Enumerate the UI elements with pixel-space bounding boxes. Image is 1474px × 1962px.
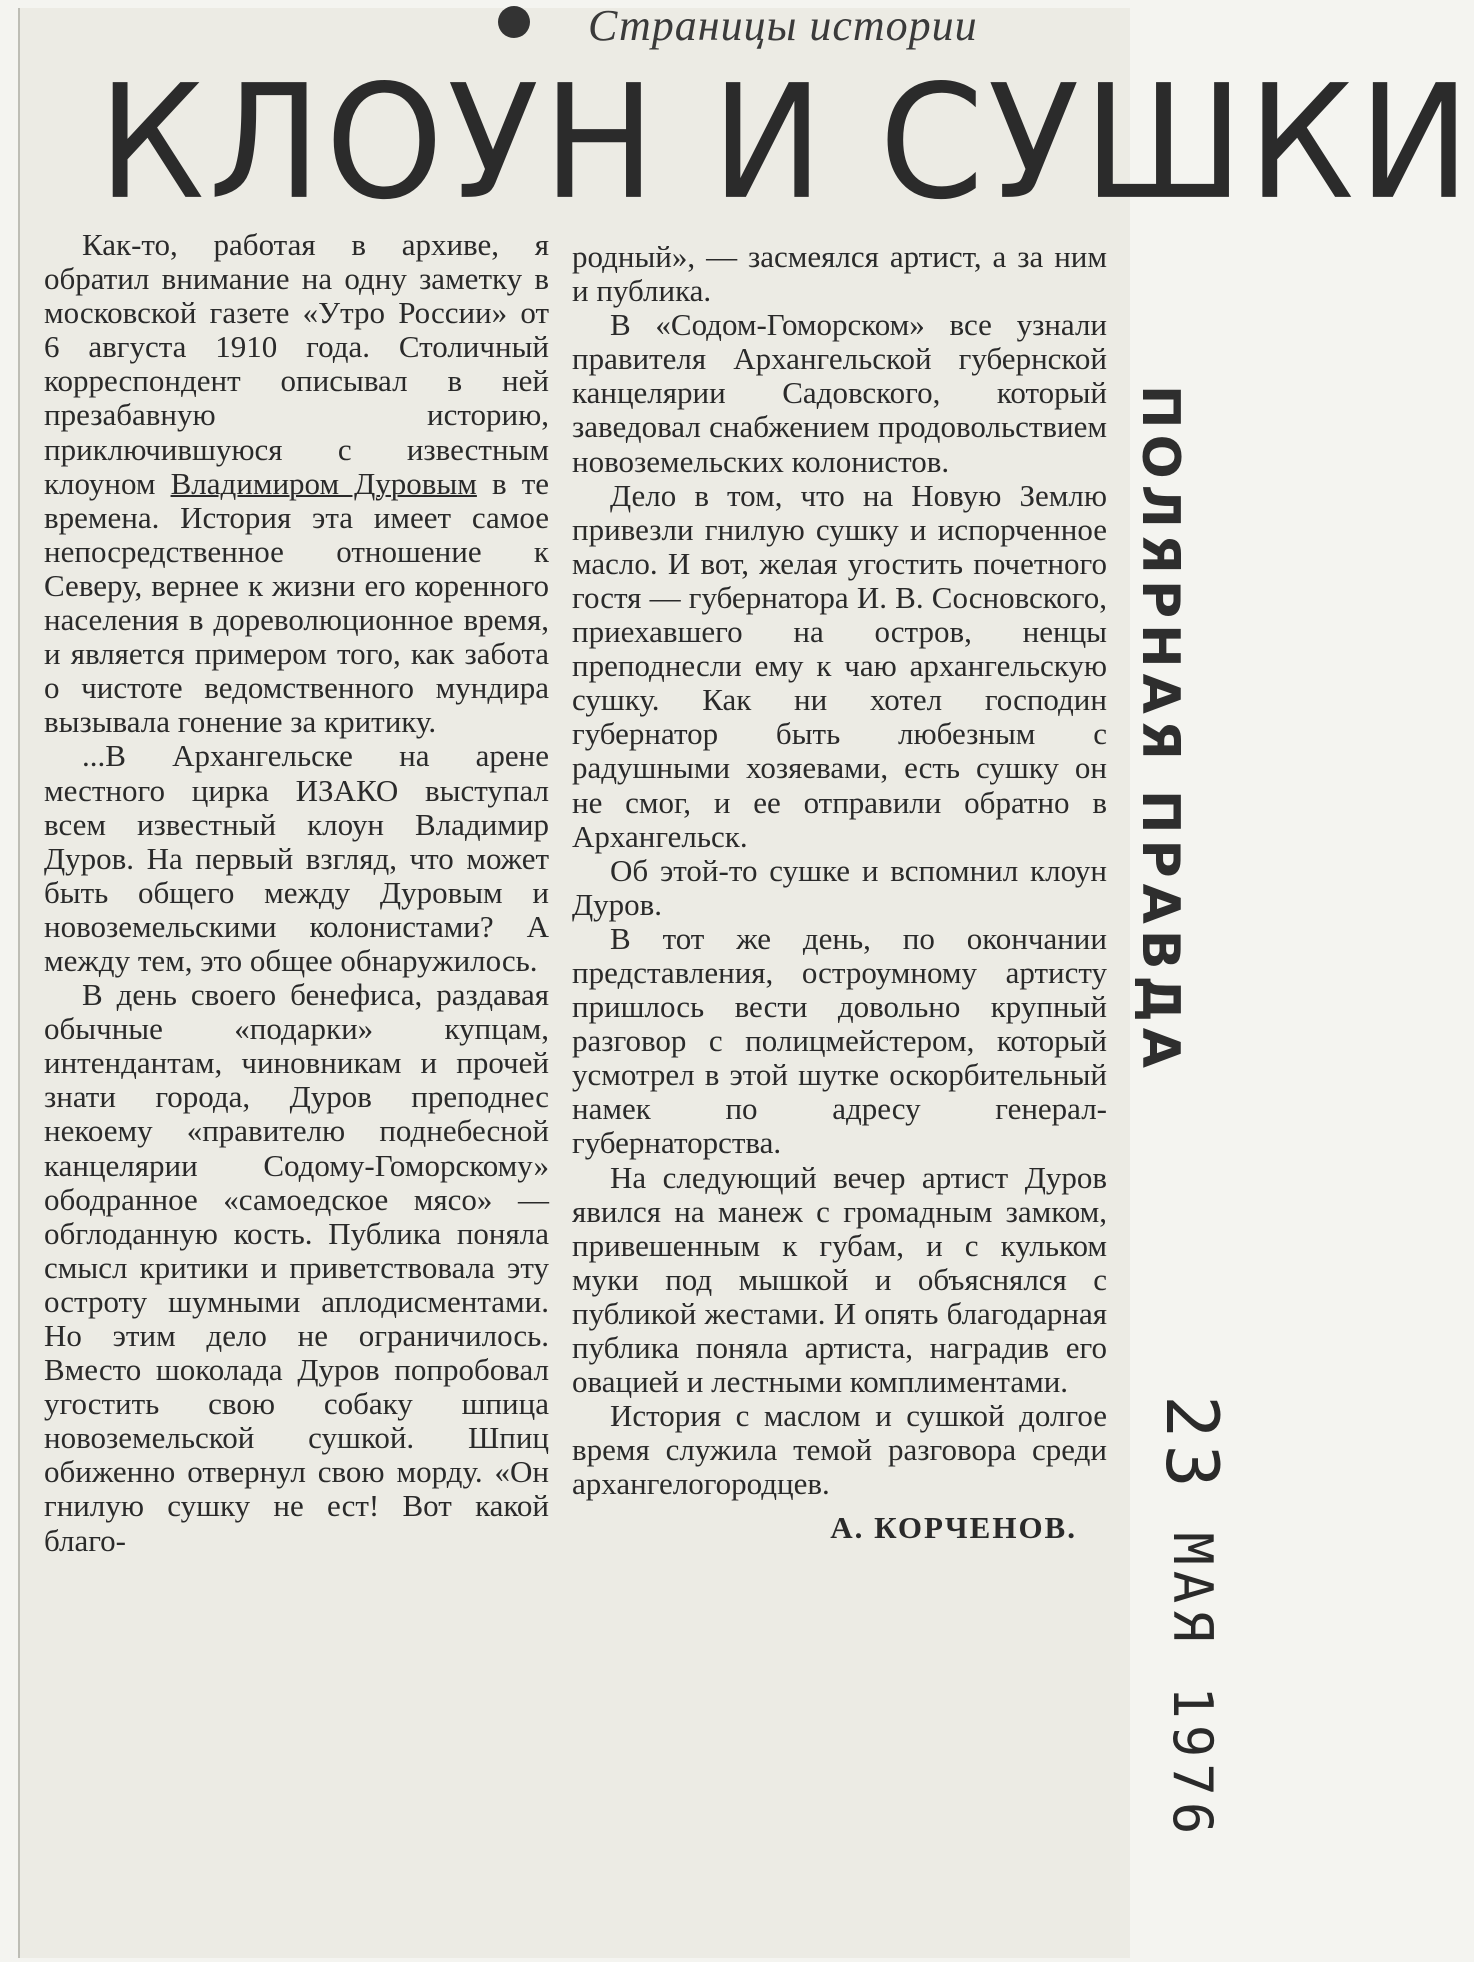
paragraph: родный», — засмеялся артист, а за ним и публика.: [572, 239, 1107, 309]
paragraph: Дело в том, что на Новую Землю привезли гнилую сушку и испорченное масло. И вот, желая угостить почетного гостя — губернатора И. В. Сосновского, приехавшего на остров, ненцы преподнесли ему к чаю архангельскую сушку. Как ни хотел господин губернатор быть любезным с радушными хозяевами, есть сушку он не смог, и ее отправили обратно в Архангельск.: [572, 477, 1107, 854]
underlined-name: Владимиром Дуровым: [170, 465, 477, 501]
rubric-label: Страницы истории: [588, 1, 978, 50]
paragraph: На следующий вечер артист Дуров явился на манеж с громадным замком, привешенным к губам, и с кульком муки под мышкой и объяснялся с публикой жестами. И опять благодарная публика поняла артиста, наградив его овацией и лестными комплиментами.: [572, 1159, 1107, 1400]
newspaper-name-stamp: ПОЛЯРНАЯ ПРАВДА: [1130, 385, 1190, 1075]
paragraph: Об этой-то сушке и вспомнил клоун Дуров.: [572, 852, 1107, 922]
rubric-bullet: [498, 6, 530, 38]
paragraph: В тот же день, по окончании представления, остроумному артисту пришлось вести довольно крупный разговор с полицмейстером, который усмотрел в этой шутке оскорбительный намек по адресу генерал-губернаторства.: [572, 920, 1107, 1161]
date-stamp: [1150, 1395, 1234, 1840]
paragraph-text: в те времена. История эта имеет самое непосредственное отношение к Северу, вернее к жизни его коренного населения в дореволюционное время, и является примером того, как забота о чистоте ведомственного мундира вызывала гонение за критику.: [44, 465, 550, 740]
article-headline: КЛОУН И СУШКИ: [98, 52, 1474, 235]
paragraph: В день своего бенефиса, раздавая обычные «подарки» купцам, интендантам, чиновникам и прочей знати города, Дуров преподнес некоему «правителю поднебесной канцелярии Содому-Гоморскому» ободранное «самоедское мясо» — обглоданную кость. Публика поняла смысл критики и приветствовала эту остроту шумными аплодисментами. Но этим дело не ограничилось. Вместо шоколада Дуров попробовал угостить свою собаку шпица новоземельской сушкой. Шпиц обиженно отвернул свою морду. «Он гнилую сушку не ест! Вот какой благо-: [44, 977, 549, 1558]
paragraph: В «Содом-Гоморском» все узнали правителя Архангельской губернской канцелярии Садовского, который заведовал снабжением продовольствием новоземельских колонистов.: [572, 307, 1107, 479]
date-year: 1976: [1161, 1686, 1224, 1841]
paragraph: История с маслом и сушкой долгое время служила темой разговора среди архангелогородцев.: [572, 1398, 1107, 1502]
date-day: 23: [1150, 1395, 1234, 1494]
paragraph: [44, 228, 549, 739]
paragraph: ...В Архангельске на арене местного цирка ИЗАКО выступал всем известный клоун Владимир Дуров. На первый взгляд, что может быть общего между Дуровым и новоземельскими колонистами? А между тем, это общее обнаружилось.: [44, 738, 549, 978]
date-month: МАЯ: [1161, 1532, 1224, 1648]
article-column-left: [44, 228, 549, 1558]
author-signature: А. КОРЧЕНОВ.: [830, 1510, 1077, 1546]
article-column-right: [572, 240, 1107, 1546]
paragraph-text: Как-то, работая в архиве, я обратил внимание на одну заметку в московской газете «Утро России» от 6 августа 1910 года. Столичный корреспондент описывал в ней презабавную историю, приключившуюся с известным клоуном: [44, 227, 549, 501]
